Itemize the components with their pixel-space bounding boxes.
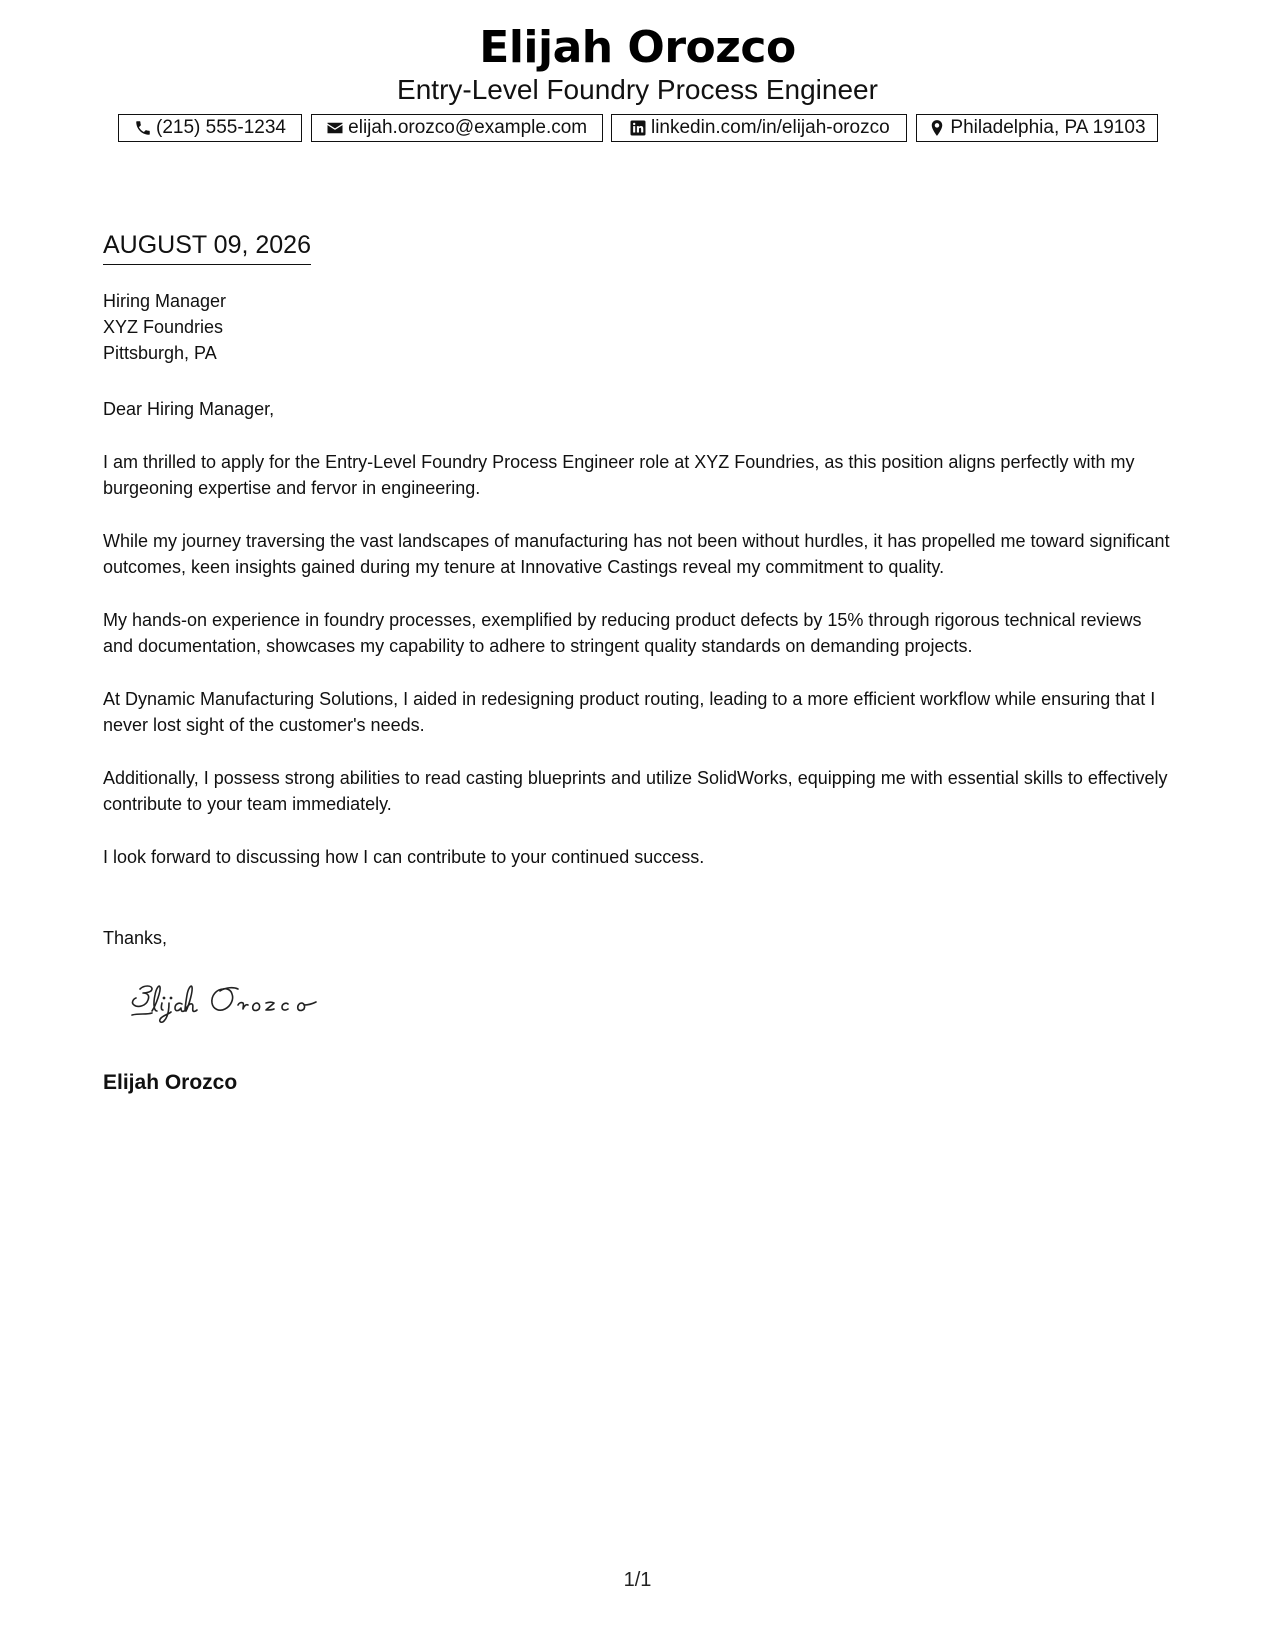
linkedin-icon xyxy=(629,119,647,137)
signer-name: Elijah Orozco xyxy=(103,1071,238,1094)
contact-info-row xyxy=(118,114,1158,146)
body-paragraph: While my journey traversing the vast landscapes of manufacturing has not been without hurdles, it has propelled me toward significant outcomes, keen insights gained during my tenure at Innovative Castings reveal my commitment to quality. xyxy=(103,530,1170,577)
letter-date-block xyxy=(103,230,311,265)
map-pin-icon xyxy=(928,119,946,137)
phone-text: (215) 555-1234 xyxy=(156,117,286,138)
recipient-address xyxy=(103,288,226,366)
letter-body xyxy=(103,396,1175,896)
body-paragraph: At Dynamic Manufacturing Solutions, I aided in redesigning product routing, leading to a more efficient workflow while ensuring that I never lost sight of the customer's needs. xyxy=(103,688,1156,735)
contact-phone[interactable] xyxy=(118,114,302,142)
closing-line: Thanks, xyxy=(103,928,168,948)
location-text: Philadelphia, PA 19103 xyxy=(950,117,1146,138)
contact-location xyxy=(916,114,1158,142)
contact-linkedin[interactable] xyxy=(611,114,907,142)
letter-header xyxy=(0,22,1275,106)
recipient-line: XYZ Foundries xyxy=(103,317,224,337)
envelope-icon xyxy=(326,119,344,137)
recipient-line: Pittsburgh, PA xyxy=(103,343,217,363)
phone-icon xyxy=(134,119,152,137)
body-paragraph: My hands-on experience in foundry processes, exemplified by reducing product defects by 15% through rigorous technical reviews and documentation, showcases my capability to adhere to stringent quality standards on demanding projects. xyxy=(103,609,1142,656)
applicant-name: Elijah Orozco xyxy=(479,22,796,73)
letter-date: AUGUST 09, 2026 xyxy=(103,230,311,265)
handwritten-signature xyxy=(126,975,346,1031)
salutation: Dear Hiring Manager, xyxy=(103,399,275,419)
email-text: elijah.orozco@example.com xyxy=(348,117,588,138)
recipient-line: Hiring Manager xyxy=(103,291,227,311)
body-paragraph: I am thrilled to apply for the Entry-Level Foundry Process Engineer role at XYZ Foundries, as this position aligns perfectly with my burgeoning expertise and fervor in engineering. xyxy=(103,451,1135,498)
applicant-job-title: Entry-Level Foundry Process Engineer xyxy=(397,74,878,105)
linkedin-text: linkedin.com/in/elijah-orozco xyxy=(650,117,890,138)
body-paragraph: Additionally, I possess strong abilities to read casting blueprints and utilize SolidWorks, equipping me with essential skills to effectively contribute to your team immediately. xyxy=(103,767,1168,814)
page-number: 1/1 xyxy=(623,1569,652,1591)
contact-email[interactable] xyxy=(311,114,603,142)
body-paragraph: I look forward to discussing how I can contribute to your continued success. xyxy=(103,846,705,867)
